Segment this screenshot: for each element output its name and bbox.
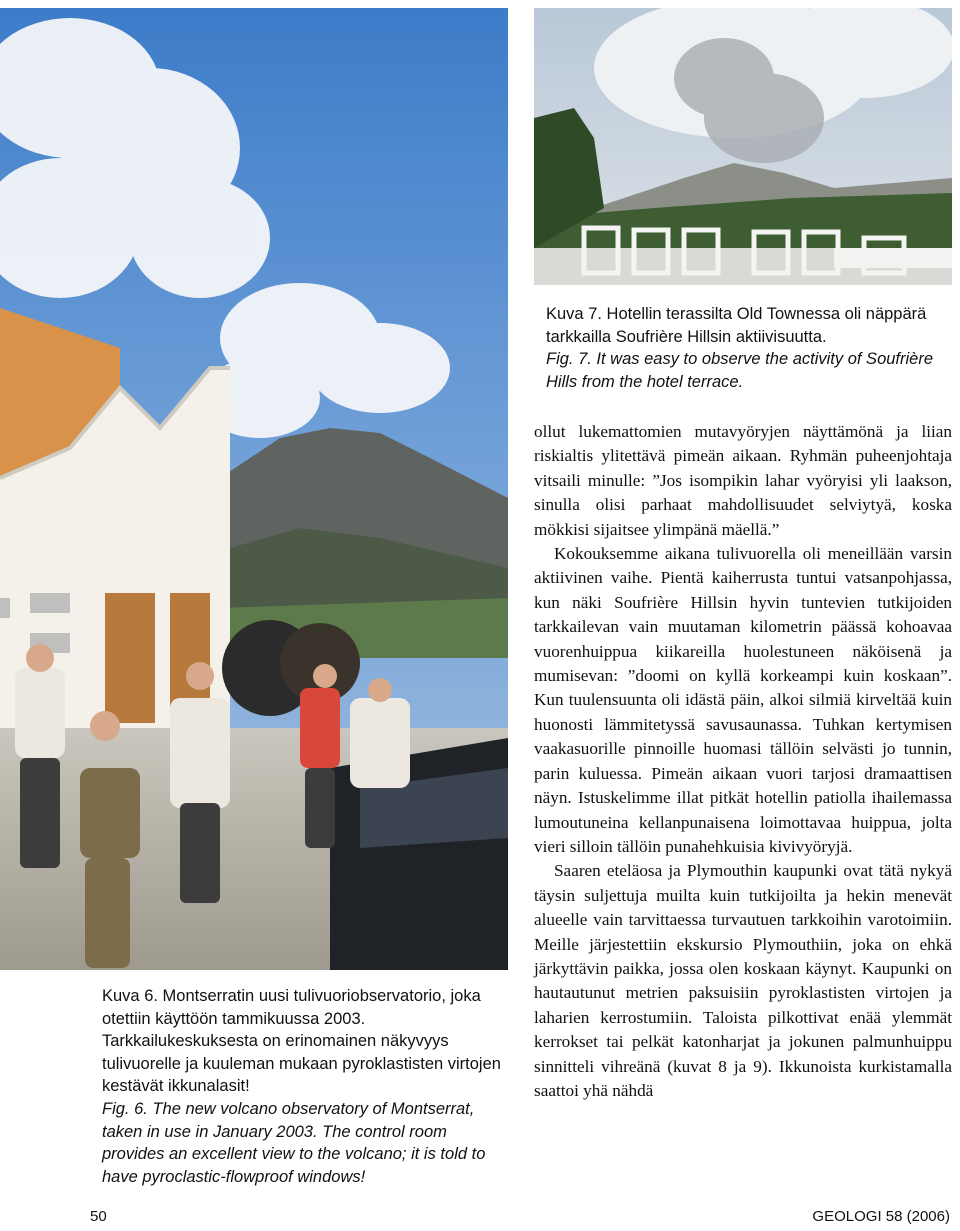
caption-english: Fig. 6. The new volcano observatory of Montserrat, taken in use in January 2003. The control room provides an excellent view to the volcano; it is told to have pyroclastic-flowproof windows! (102, 1099, 486, 1186)
observatory-photo (0, 8, 508, 970)
caption-finnish: Kuva 7. Hotellin terassilta Old Townessa oli näppärä tarkkailla Soufrière Hillsin aktiivisuutta. (546, 305, 927, 346)
caption-english: Fig. 7. It was easy to observe the activity of Soufrière Hills from the hotel terrace. (546, 350, 934, 391)
body-paragraph: Kokouksemme aikana tulivuorella oli meneillään varsin aktiivinen vaihe. Pientä kaiherrusta tuntui vatsanpohjassa, kun näki Soufrière Hillsin hyvin tuntevien tutkijoiden tarkkailevan vain muutaman kilometrin päässä kohoavaa vuorenhuippua kiikareilla huolestuneen näköisenä ja mumisevan: ”doomi on kyllä korkeampi kuin koskaan”. Kun tuulensuunta oli idästä päin, alkoi silmiä kirveltää kuin huonosti lämmitetyssä savusaunassa. Tuhkan kertymisen vaakasuorille pinnoille huomasi tällöin selvästi jo tunnin, parin kuluessa. Pimeän aikaan vuori tarjosi dramaattisen näyn. Istuskelimme illat pitkät hotellin patiolla ihailemassa lumoutuneina kellanpunaisena loimottavaa huippua, jolta vieri silloin tällöin punahehkuisia kivivyöryjä. (534, 544, 952, 856)
body-paragraph: Saaren eteläosa ja Plymouthin kaupunki ovat tätä nykyä täysin suljettuja muilta kuin tutkijoilta ja hekin menevät alueelle vain tarvittaessa turvautuen tarkkoihin varotoimiin. Meille järjestettiin ekskursio Plymouthiin, joka on ehkä järkyttävin paikka, jossa olen koskaan käynyt. Kaupunki on hautautunut metrien paksuisiin pyroklastisten virtojen ja laharien kerrostumiin. Taloista pilkottivat enää ylemmät kerrokset tai pelkät katonharjat ja jokunen palmunhuippu sinnitteli vihreänä (kuvat 8 ja 9). Ikkunoista kurkistamalla saattoi yhä nähdä (534, 861, 952, 1100)
journal-reference: GEOLOGI 58 (2006) (812, 1208, 950, 1225)
hotel-terrace-photo (534, 8, 952, 285)
figure-7-caption (546, 303, 956, 393)
body-text-column (534, 420, 952, 1103)
body-paragraph: ollut lukemattomien mutavyöryjen näyttämönä ja liian riskialtis ylitettävä pimeän aikaan. Ryhmän puheenjohtaja vitsaili minulle: ”Jos isompikin lahar vyöryisi yli laakson, sinulla olisi parhaat mahdollisuudet selviytyä, koska mökkisi sijaitsee ylimpänä mäellä.” (534, 422, 952, 539)
figure-6-caption (102, 985, 502, 1188)
caption-finnish: Kuva 6. Montserratin uusi tulivuoriobservatorio, joka otettiin käyttöön tammikuussa 2003. Tarkkailukeskuksesta on erinomainen näkyvyys tulivuorelle ja kuuleman mukaan pyroklastisten virtojen kestävät ikkunalasit! (102, 987, 501, 1096)
page-number: 50 (90, 1208, 107, 1225)
